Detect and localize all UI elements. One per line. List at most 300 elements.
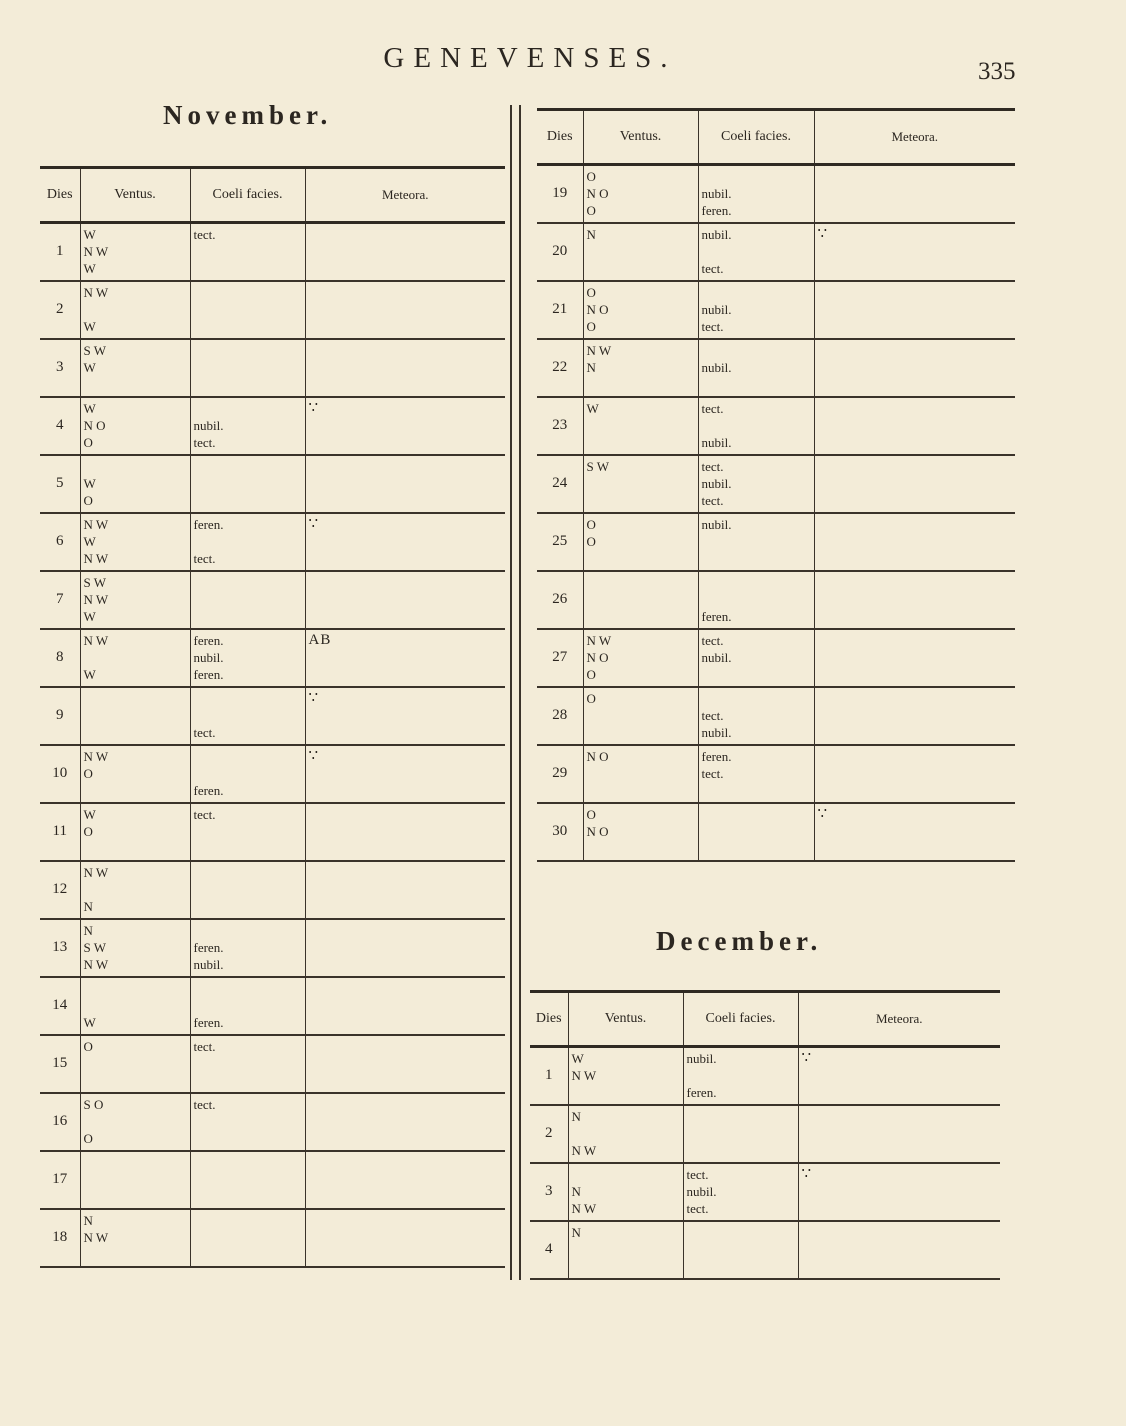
sky-value: nubil.	[701, 516, 732, 532]
coeli-header: Coeli facies.	[190, 168, 305, 223]
november-table-left	[40, 166, 505, 1268]
wind-value: N O	[586, 301, 609, 317]
sky-cell	[190, 745, 305, 803]
sky-value: feren.	[193, 666, 224, 682]
sky-value: feren.	[193, 782, 224, 798]
wind-value: N	[571, 1108, 581, 1124]
wind-value: N O	[586, 823, 609, 839]
sky-value: nubil.	[701, 226, 732, 242]
coeli-header: Coeli facies.	[683, 992, 798, 1047]
meteora-cell	[305, 977, 505, 1035]
running-title: GENEVENSES.	[383, 42, 677, 74]
wind-value: W	[83, 1014, 96, 1030]
wind-value: N W	[83, 284, 109, 300]
sky-cell	[190, 1209, 305, 1267]
wind-value: N	[83, 922, 93, 938]
wind-value: N	[586, 226, 596, 242]
meteora-cell	[305, 1093, 505, 1151]
wind-cell	[568, 1047, 683, 1105]
table-row	[537, 165, 1015, 223]
sky-value: tect.	[701, 400, 724, 416]
sky-value	[702, 342, 811, 359]
wind-value: N O	[586, 649, 609, 665]
wind-cell	[583, 513, 698, 571]
wind-value: S W	[83, 342, 107, 358]
sky-value: tect.	[701, 632, 724, 648]
sky-cell	[190, 1151, 305, 1209]
day-number: 4	[530, 1221, 568, 1279]
table-row	[537, 571, 1015, 629]
sky-value: tect.	[193, 1096, 216, 1112]
day-number: 21	[537, 281, 583, 339]
table-row	[40, 513, 505, 571]
sky-value: nubil.	[701, 434, 732, 450]
wind-cell	[583, 803, 698, 861]
sky-value	[194, 765, 302, 782]
wind-value: O	[83, 492, 93, 508]
day-number: 14	[40, 977, 80, 1035]
wind-value	[84, 458, 187, 475]
ventus-header: Ventus.	[568, 992, 683, 1047]
wind-value: N W	[586, 632, 612, 648]
sky-value: tect.	[193, 724, 216, 740]
table-row	[537, 687, 1015, 745]
sky-value: nubil.	[701, 359, 732, 375]
wind-value: N W	[83, 1229, 109, 1245]
meteora-cell	[814, 339, 1015, 397]
wind-value: N W	[83, 956, 109, 972]
meteora-cell	[814, 281, 1015, 339]
meteora-cell	[305, 1151, 505, 1209]
sky-value	[194, 707, 302, 724]
table-row	[40, 397, 505, 455]
table-row	[537, 803, 1015, 861]
meteora-cell	[305, 1035, 505, 1093]
table-row	[40, 1151, 505, 1209]
meteora-header: Meteora.	[814, 110, 1015, 165]
day-number: 20	[537, 223, 583, 281]
wind-value: S W	[586, 458, 610, 474]
sky-cell	[190, 803, 305, 861]
day-number: 8	[40, 629, 80, 687]
table-row	[530, 1163, 1000, 1221]
table-row	[40, 1093, 505, 1151]
wind-value: O	[586, 690, 596, 706]
meteora-cell	[305, 281, 505, 339]
sky-cell	[190, 455, 305, 513]
day-number: 24	[537, 455, 583, 513]
sky-value: nubil.	[701, 724, 732, 740]
day-number: 5	[40, 455, 80, 513]
meteora-cell	[814, 745, 1015, 803]
wind-value: W	[83, 318, 96, 334]
day-number: 23	[537, 397, 583, 455]
wind-value: O	[83, 823, 93, 839]
table-row	[40, 629, 505, 687]
wind-value	[572, 1125, 680, 1142]
meteora-value: ∵	[308, 689, 320, 706]
sky-value: tect.	[701, 260, 724, 276]
wind-value: N W	[83, 244, 109, 259]
wind-cell	[568, 1163, 683, 1221]
sky-value: tect.	[193, 550, 216, 566]
dies-header: Dies	[537, 110, 583, 165]
sky-cell	[683, 1221, 798, 1279]
wind-value	[84, 881, 187, 898]
meteora-cell	[814, 571, 1015, 629]
meteora-cell	[814, 687, 1015, 745]
day-number: 4	[40, 397, 80, 455]
wind-cell	[80, 223, 190, 281]
meteora-cell	[305, 687, 505, 745]
wind-cell	[80, 1151, 190, 1209]
day-number: 9	[40, 687, 80, 745]
wind-value: N W	[586, 342, 612, 358]
table-row	[40, 339, 505, 397]
sky-value: tect.	[701, 318, 724, 334]
wind-value: S W	[83, 939, 107, 955]
wind-value: S W	[83, 574, 107, 590]
wind-cell	[568, 1221, 683, 1279]
wind-value: N W	[571, 1142, 597, 1158]
wind-value: N W	[83, 748, 109, 764]
sky-cell	[683, 1163, 798, 1221]
table-row	[40, 861, 505, 919]
table-row	[537, 339, 1015, 397]
meteora-cell	[305, 803, 505, 861]
day-number: 1	[40, 223, 80, 281]
day-number: 28	[537, 687, 583, 745]
sky-value	[702, 284, 811, 301]
meteora-value: ∵	[308, 515, 320, 532]
ventus-header: Ventus.	[583, 110, 698, 165]
meteora-cell	[305, 861, 505, 919]
meteora-cell	[814, 629, 1015, 687]
wind-cell	[80, 455, 190, 513]
sky-value	[194, 690, 302, 707]
sky-cell	[190, 513, 305, 571]
sky-cell	[698, 513, 814, 571]
sky-value: nubil.	[701, 475, 732, 491]
wind-value: O	[83, 434, 93, 450]
wind-cell	[80, 919, 190, 977]
meteora-header: Meteora.	[305, 168, 505, 223]
sky-value	[194, 980, 302, 997]
sky-value: nubil.	[193, 956, 224, 972]
meteora-cell	[305, 1209, 505, 1267]
november-table-right	[537, 108, 1015, 862]
sky-cell	[698, 687, 814, 745]
sky-cell	[683, 1105, 798, 1163]
wind-cell	[80, 281, 190, 339]
sky-value: nubil.	[193, 417, 224, 433]
wind-value: O	[586, 516, 596, 532]
sky-value	[702, 417, 811, 434]
sky-cell	[698, 397, 814, 455]
sky-cell	[698, 223, 814, 281]
sky-value: nubil.	[701, 186, 732, 201]
ventus-header: Ventus.	[80, 168, 190, 223]
sky-cell	[190, 977, 305, 1035]
table-row	[40, 803, 505, 861]
sky-cell	[698, 629, 814, 687]
meteora-value: ∵	[308, 399, 320, 416]
meteora-cell	[814, 803, 1015, 861]
wind-cell	[80, 687, 190, 745]
coeli-header: Coeli facies.	[698, 110, 814, 165]
wind-value: N W	[83, 591, 109, 607]
wind-cell	[583, 629, 698, 687]
table-row	[40, 455, 505, 513]
day-number: 16	[40, 1093, 80, 1151]
wind-cell	[583, 165, 698, 223]
wind-cell	[80, 745, 190, 803]
meteora-value: ∵	[817, 225, 829, 242]
sky-value: tect.	[686, 1200, 709, 1216]
meteora-value: ∵	[817, 805, 829, 822]
sky-cell	[698, 281, 814, 339]
day-number: 6	[40, 513, 80, 571]
wind-value: W	[83, 359, 96, 375]
sky-value	[194, 748, 302, 765]
wind-cell	[80, 861, 190, 919]
sky-cell	[190, 919, 305, 977]
table-row	[530, 1105, 1000, 1163]
day-number: 29	[537, 745, 583, 803]
wind-value: O	[586, 284, 596, 300]
day-number: 3	[530, 1163, 568, 1221]
column-divider	[510, 105, 521, 1280]
wind-value: O	[83, 765, 93, 781]
day-number: 1	[530, 1047, 568, 1105]
wind-value: N O	[586, 186, 609, 201]
sky-value	[702, 168, 811, 185]
sky-value: feren.	[701, 608, 732, 624]
wind-cell	[80, 513, 190, 571]
wind-value: O	[586, 169, 596, 184]
day-number: 27	[537, 629, 583, 687]
meteora-cell	[305, 339, 505, 397]
page-number: 335	[978, 58, 1016, 85]
day-number: 19	[537, 165, 583, 223]
sky-value: feren.	[193, 516, 224, 532]
wind-cell	[80, 977, 190, 1035]
wind-cell	[80, 339, 190, 397]
wind-value	[84, 649, 187, 666]
table-row	[40, 1209, 505, 1267]
wind-value	[84, 997, 187, 1014]
sky-value: feren.	[686, 1085, 717, 1100]
sky-cell	[698, 803, 814, 861]
sky-value: nubil.	[701, 649, 732, 665]
sky-value: tect.	[193, 1038, 216, 1054]
day-number: 2	[40, 281, 80, 339]
meteora-cell	[305, 571, 505, 629]
meteora-cell	[798, 1221, 1000, 1279]
sky-value: nubil.	[701, 301, 732, 317]
meteora-value: ∵	[801, 1165, 813, 1182]
table-row	[40, 281, 505, 339]
day-number: 30	[537, 803, 583, 861]
sky-value: tect.	[701, 765, 724, 781]
wind-value: N W	[83, 632, 109, 648]
meteora-cell	[814, 455, 1015, 513]
sky-cell	[190, 223, 305, 281]
wind-value: N O	[586, 748, 609, 764]
meteora-header: Meteora.	[798, 992, 1000, 1047]
wind-value: N	[571, 1183, 581, 1199]
wind-value: O	[83, 1038, 93, 1054]
sky-cell	[698, 571, 814, 629]
sky-value: feren.	[193, 632, 224, 648]
day-number: 3	[40, 339, 80, 397]
wind-value	[84, 1113, 187, 1130]
wind-value: W	[83, 666, 96, 682]
sky-cell	[698, 455, 814, 513]
wind-cell	[583, 281, 698, 339]
wind-value: N W	[571, 1068, 597, 1083]
table-row	[40, 745, 505, 803]
sky-cell	[190, 687, 305, 745]
wind-value: O	[586, 806, 596, 822]
wind-value: W	[83, 608, 96, 624]
sky-cell	[190, 571, 305, 629]
sky-value: tect.	[701, 707, 724, 723]
sky-value	[702, 574, 811, 591]
sky-value: tect.	[193, 806, 216, 822]
wind-value	[84, 301, 187, 318]
meteora-cell	[305, 629, 505, 687]
wind-value: W	[83, 227, 96, 242]
december-table	[530, 990, 1000, 1280]
table-row	[40, 977, 505, 1035]
meteora-cell	[305, 397, 505, 455]
wind-cell	[80, 571, 190, 629]
meteora-cell	[305, 919, 505, 977]
sky-value	[194, 533, 302, 550]
wind-cell	[583, 455, 698, 513]
wind-value: N W	[83, 550, 109, 566]
wind-value: O	[586, 203, 596, 218]
wind-value: N O	[83, 417, 106, 433]
sky-value: feren.	[193, 939, 224, 955]
meteora-cell	[814, 513, 1015, 571]
day-number: 15	[40, 1035, 80, 1093]
wind-value: W	[83, 475, 96, 491]
day-number: 22	[537, 339, 583, 397]
wind-value: O	[586, 533, 596, 549]
dies-header: Dies	[40, 168, 80, 223]
wind-value: N	[571, 1224, 581, 1240]
table-row	[537, 629, 1015, 687]
wind-value: W	[586, 400, 599, 416]
sky-cell	[190, 339, 305, 397]
sky-value	[702, 591, 811, 608]
table-row	[40, 571, 505, 629]
sky-value: tect.	[686, 1166, 709, 1182]
day-number: 26	[537, 571, 583, 629]
sky-value: feren.	[193, 1014, 224, 1030]
wind-value: N W	[83, 864, 109, 880]
sky-cell	[190, 861, 305, 919]
sky-cell	[190, 629, 305, 687]
sky-cell	[683, 1047, 798, 1105]
meteora-value: ∵	[308, 747, 320, 764]
sky-value: tect.	[193, 434, 216, 450]
sky-cell	[698, 339, 814, 397]
sky-value: feren.	[701, 203, 732, 218]
table-row	[40, 919, 505, 977]
day-number: 17	[40, 1151, 80, 1209]
table-row	[537, 455, 1015, 513]
wind-cell	[583, 687, 698, 745]
sky-value: tect.	[193, 227, 216, 242]
table-row	[537, 513, 1015, 571]
meteora-cell	[305, 513, 505, 571]
meteora-cell	[798, 1047, 1000, 1105]
sky-cell	[698, 165, 814, 223]
day-number: 11	[40, 803, 80, 861]
sky-value: tect.	[701, 492, 724, 508]
table-row	[40, 223, 505, 281]
table-row	[530, 1047, 1000, 1105]
meteora-cell	[305, 745, 505, 803]
sky-cell	[190, 1093, 305, 1151]
november-title: November.	[163, 100, 333, 130]
wind-value: W	[83, 400, 96, 416]
wind-cell	[583, 571, 698, 629]
wind-cell	[583, 339, 698, 397]
wind-value: N	[83, 1212, 93, 1228]
sky-value	[687, 1067, 795, 1084]
day-number: 13	[40, 919, 80, 977]
meteora-cell	[814, 223, 1015, 281]
day-number: 7	[40, 571, 80, 629]
meteora-cell	[814, 165, 1015, 223]
wind-cell	[80, 1093, 190, 1151]
wind-value: W	[83, 261, 96, 276]
table-row	[537, 745, 1015, 803]
meteora-cell	[798, 1163, 1000, 1221]
meteora-value: AB	[308, 631, 332, 648]
table-row	[537, 223, 1015, 281]
sky-value: nubil.	[193, 649, 224, 665]
wind-cell	[80, 397, 190, 455]
wind-cell	[80, 803, 190, 861]
meteora-cell	[305, 223, 505, 281]
wind-value: W	[571, 1051, 584, 1066]
sky-value: nubil.	[686, 1051, 717, 1066]
sky-value: nubil.	[686, 1183, 717, 1199]
wind-value: O	[586, 666, 596, 682]
meteora-cell	[814, 397, 1015, 455]
wind-cell	[568, 1105, 683, 1163]
table-row	[40, 687, 505, 745]
day-number: 12	[40, 861, 80, 919]
day-number: 2	[530, 1105, 568, 1163]
wind-cell	[80, 629, 190, 687]
sky-value	[194, 997, 302, 1014]
day-number: 25	[537, 513, 583, 571]
wind-value: N	[83, 898, 93, 914]
sky-value	[702, 690, 811, 707]
table-row	[530, 1221, 1000, 1279]
meteora-cell	[305, 455, 505, 513]
wind-cell	[80, 1209, 190, 1267]
sky-cell	[698, 745, 814, 803]
sky-value	[194, 400, 302, 417]
sky-cell	[190, 397, 305, 455]
